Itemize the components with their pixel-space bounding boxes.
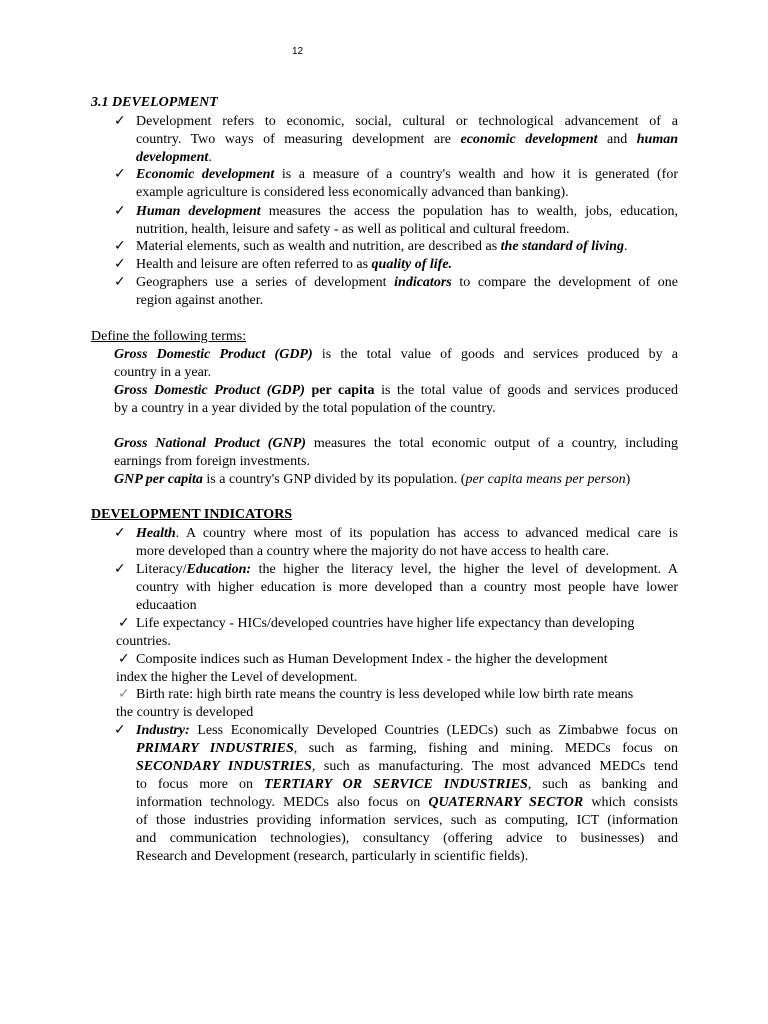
text-line: earnings from foreign investments. bbox=[114, 454, 310, 469]
text-line: Health and leisure are often referred to as quality of life. bbox=[136, 257, 453, 272]
check-icon: ✓ bbox=[114, 561, 126, 577]
text-line: Industry: Less Economically Developed Countries (LEDCs) such as Zimbabwe focus on bbox=[136, 723, 678, 738]
text-line: region against another. bbox=[136, 293, 264, 308]
check-icon: ✓ bbox=[114, 256, 126, 272]
check-icon: ✓ bbox=[114, 203, 126, 219]
check-icon: ✓ bbox=[114, 238, 126, 254]
text-line: to focus more on TERTIARY OR SERVICE INDUSTRIES, such as banking and bbox=[136, 777, 678, 792]
check-icon: ✓ bbox=[114, 525, 126, 541]
section-heading: 3.1 DEVELOPMENT bbox=[91, 95, 218, 110]
check-icon: ✓ bbox=[114, 274, 126, 290]
text-line: educaation bbox=[136, 598, 197, 613]
text-line: development. bbox=[136, 150, 212, 165]
text-line: country with higher education is more developed than a country most people have lower bbox=[136, 580, 678, 595]
text-line: Geographers use a series of development indicators to compare the development of one bbox=[136, 275, 679, 290]
check-icon: ✓ bbox=[118, 651, 130, 667]
text-line: Human development measures the access the population has to wealth, jobs, education, bbox=[136, 204, 678, 219]
text-line: of those industries providing information services, such as computing, ICT (information bbox=[136, 813, 678, 828]
text-line: Composite indices such as Human Development Index - the higher the development bbox=[136, 652, 608, 667]
text-line: country in a year. bbox=[114, 365, 212, 380]
text-line: index the higher the Level of development. bbox=[116, 670, 358, 685]
text-line: Development refers to economic, social, cultural or technological advancement of a bbox=[136, 114, 678, 129]
text-line: country. Two ways of measuring development are economic development and human bbox=[136, 132, 678, 147]
text-line: more developed than a country where the majority do not have access to health care. bbox=[136, 544, 610, 559]
text-line: and communication technologies), consultancy (offering advice to businesses) and bbox=[136, 831, 678, 846]
text-line: Gross Domestic Product (GDP) per capita is the total value of goods and services produced bbox=[114, 383, 678, 398]
text-line: Gross National Product (GNP) measures the total economic output of a country, including bbox=[114, 436, 678, 451]
text-line: Literacy/Education: the higher the literacy level, the higher the level of development. A bbox=[136, 562, 678, 577]
text-line: SECONDARY INDUSTRIES, such as manufacturing. The most advanced MEDCs tend bbox=[136, 759, 678, 774]
text-line: Research and Development (research, particularly in scientific fields). bbox=[136, 849, 529, 864]
text-line: Material elements, such as wealth and nutrition, are described as the standard of living. bbox=[136, 239, 628, 254]
text-line: Economic development is a measure of a country's wealth and how it is generated (for bbox=[136, 167, 678, 182]
text-line: information technology. MEDCs also focus on QUATERNARY SECTOR which consists bbox=[136, 795, 679, 810]
text-line: nutrition, health, leisure and safety - as well as political and cultural freedom. bbox=[136, 222, 570, 237]
text-line: by a country in a year divided by the total population of the country. bbox=[114, 401, 496, 416]
indicators-heading: DEVELOPMENT INDICATORS bbox=[91, 507, 293, 522]
text-line: GNP per capita is a country's GNP divided by its population. (per capita means per person) bbox=[114, 472, 631, 487]
definitions-heading: Define the following terms: bbox=[91, 329, 247, 344]
text-line: Birth rate: high birth rate means the country is less developed while low birth rate means bbox=[136, 687, 634, 702]
check-icon: ✓ bbox=[114, 166, 126, 182]
text-line: countries. bbox=[116, 634, 171, 649]
check-icon: ✓ bbox=[118, 615, 130, 631]
check-icon: ✓ bbox=[118, 686, 130, 702]
text-line: the country is developed bbox=[116, 705, 254, 720]
text-line: example agriculture is considered less economically advanced than banking). bbox=[136, 185, 569, 200]
text-line: Life expectancy - HICs/developed countries have higher life expectancy than developing bbox=[136, 616, 635, 631]
text-line: Health. A country where most of its population has access to advanced medical care is bbox=[136, 526, 678, 541]
text-line: Gross Domestic Product (GDP) is the total value of goods and services produced by a bbox=[114, 347, 678, 362]
page-number: 12 bbox=[292, 46, 304, 57]
check-icon: ✓ bbox=[114, 722, 126, 738]
text-line: PRIMARY INDUSTRIES, such as farming, fishing and mining. MEDCs focus on bbox=[136, 741, 678, 756]
check-icon: ✓ bbox=[114, 113, 126, 129]
